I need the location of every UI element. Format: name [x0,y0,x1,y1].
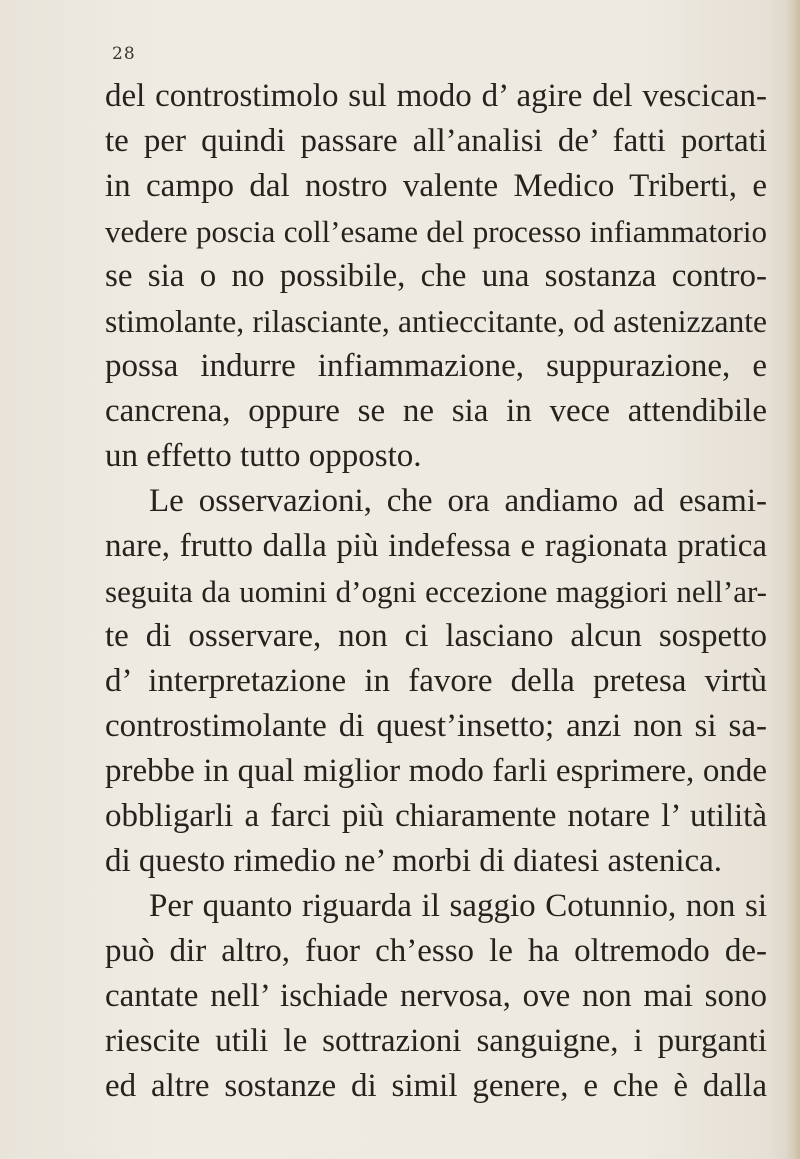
text-line-21: cantate nell’ ischiade nervosa, ove non mai sono [105,978,767,1014]
text-line-22: riescite utili le sottrazioni sanguigne, i purganti [105,1023,767,1059]
text-line-16: prebbe in qual miglior modo farli esprimere, onde [105,753,767,789]
page-edge-shadow [786,0,800,1159]
text-line-11: nare, frutto dalla più indefessa e ragionata pratica [105,528,767,564]
text-line-2: te per quindi passare all’analisi de’ fatti portati [105,123,767,159]
text-line-7: possa indurre infiammazione, suppurazione, e [105,348,767,384]
text-line-4: vedere poscia coll’esame del processo infiammatorio [105,214,767,249]
text-line-13: te di osservare, non ci lasciano alcun sospetto [105,618,767,654]
text-line-18: di questo rimedio ne’ morbi di diatesi astenica. [105,843,723,879]
text-line-1: del controstimolo sul modo d’ agire del vescican- [105,78,767,114]
text-line-6: stimolante, rilasciante, antieccitante, od astenizzante [105,304,767,339]
text-line-8: cancrena, oppure se ne sia in vece attendibile [105,393,767,429]
page-number: 28 [112,44,136,64]
text-line-17: obbligarli a farci più chiaramente notare l’ utilità [105,798,767,834]
text-line-10: Le osservazioni, che ora andiamo ad esami- [149,483,767,519]
body-text [105,74,767,1109]
text-line-5: se sia o no possibile, che una sostanza contro- [105,258,767,294]
text-line-19: Per quanto riguarda il saggio Cotunnio, non si [149,888,767,924]
text-line-12: seguita da uomini d’ogni eccezione maggiori nell’ar- [105,574,767,609]
text-line-14: d’ interpretazione in favore della pretesa virtù [105,663,767,699]
text-line-15: controstimolante di quest’insetto; anzi non si sa- [105,708,767,744]
text-line-9: un effetto tutto opposto. [105,438,422,474]
text-line-20: può dir altro, fuor ch’esso le ha oltremodo de- [105,933,767,969]
text-line-3: in campo dal nostro valente Medico Triberti, e [105,168,767,204]
text-line-23: ed altre sostanze di simil genere, e che è dalla [105,1068,767,1104]
